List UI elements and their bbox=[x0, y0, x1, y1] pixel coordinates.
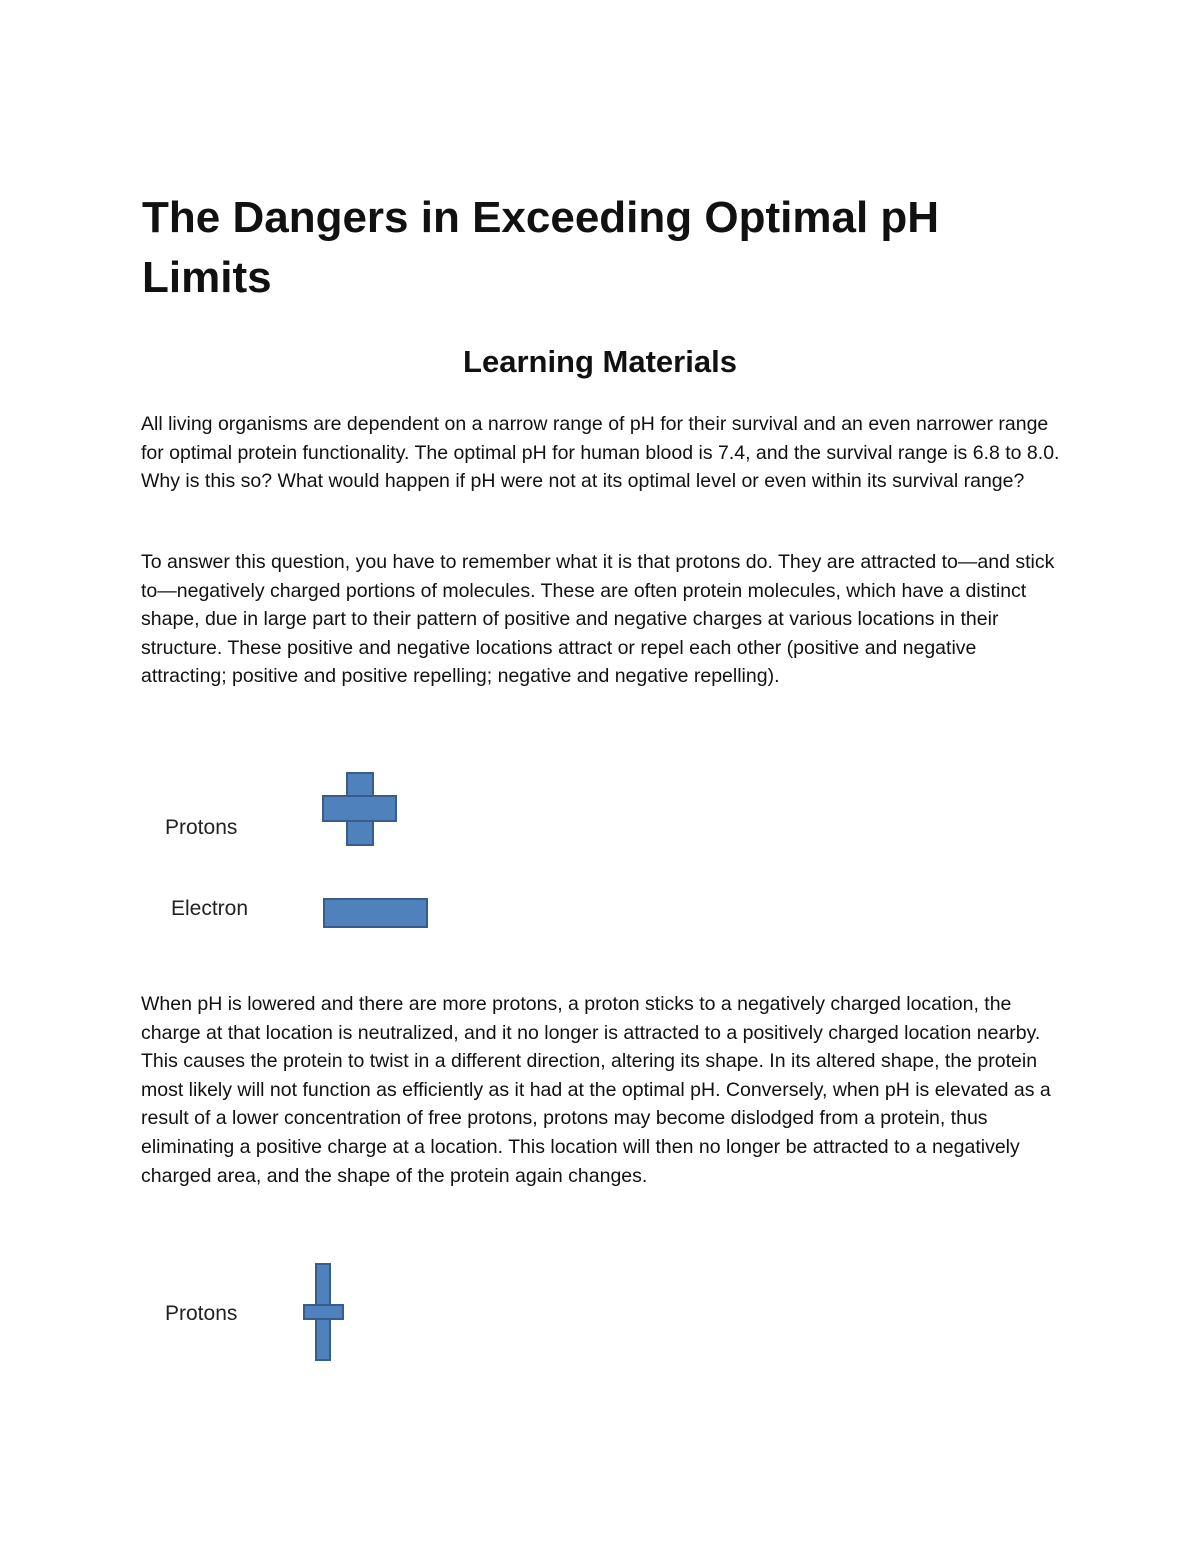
paragraph-ph-effects: When pH is lowered and there are more protons, a proton sticks to a negatively charged location, the charge at that location is neutralized, and it no longer is attracted to a positively charged location nearby. This causes the protein to twist in a different direction, altering its shape. In its altered shape, the protein most likely will not function as efficiently as it had at the optimal pH. Conversely, when pH is elevated as a result of a lower concentration of free protons, protons may become dislodged from a protein, thus eliminating a positive charge at a location. This location will then no longer be attracted to a negatively charged area, and the shape of the protein again changes. bbox=[141, 993, 1051, 1187]
narrow-plus-icon-center bbox=[317, 1306, 329, 1318]
figure-label-protons: Protons bbox=[165, 1302, 238, 1325]
figure-label-electron: Electron bbox=[171, 897, 249, 920]
section-heading: Learning Materials bbox=[463, 344, 737, 379]
paragraph-intro: All living organisms are dependent on a narrow range of pH for their survival and an even narrower range for optimal protein functionality. The optimal pH for human blood is 7.4, and the survival range is 6.8 to 8.0. Why is this so? What would happen if pH were not at its optimal level or even within its survival range? bbox=[141, 413, 1060, 493]
paragraph-protons: To answer this question, you have to remember what it is that protons do. They are attracted to—and stick to—negatively charged portions of molecules. These are often protein molecules, which have a distinct shape, due in large part to their pattern of positive and negative charges at various locations in their structure. These positive and negative locations attract or repel each other (positive and negative attracting; positive and positive repelling; negative and negative repelling). bbox=[141, 551, 1055, 688]
plus-icon-center bbox=[348, 797, 372, 820]
figure-label-protons: Protons bbox=[165, 816, 238, 839]
minus-icon bbox=[323, 898, 428, 928]
document-title: The Dangers in Exceeding Optimal pH Limits bbox=[142, 193, 940, 302]
